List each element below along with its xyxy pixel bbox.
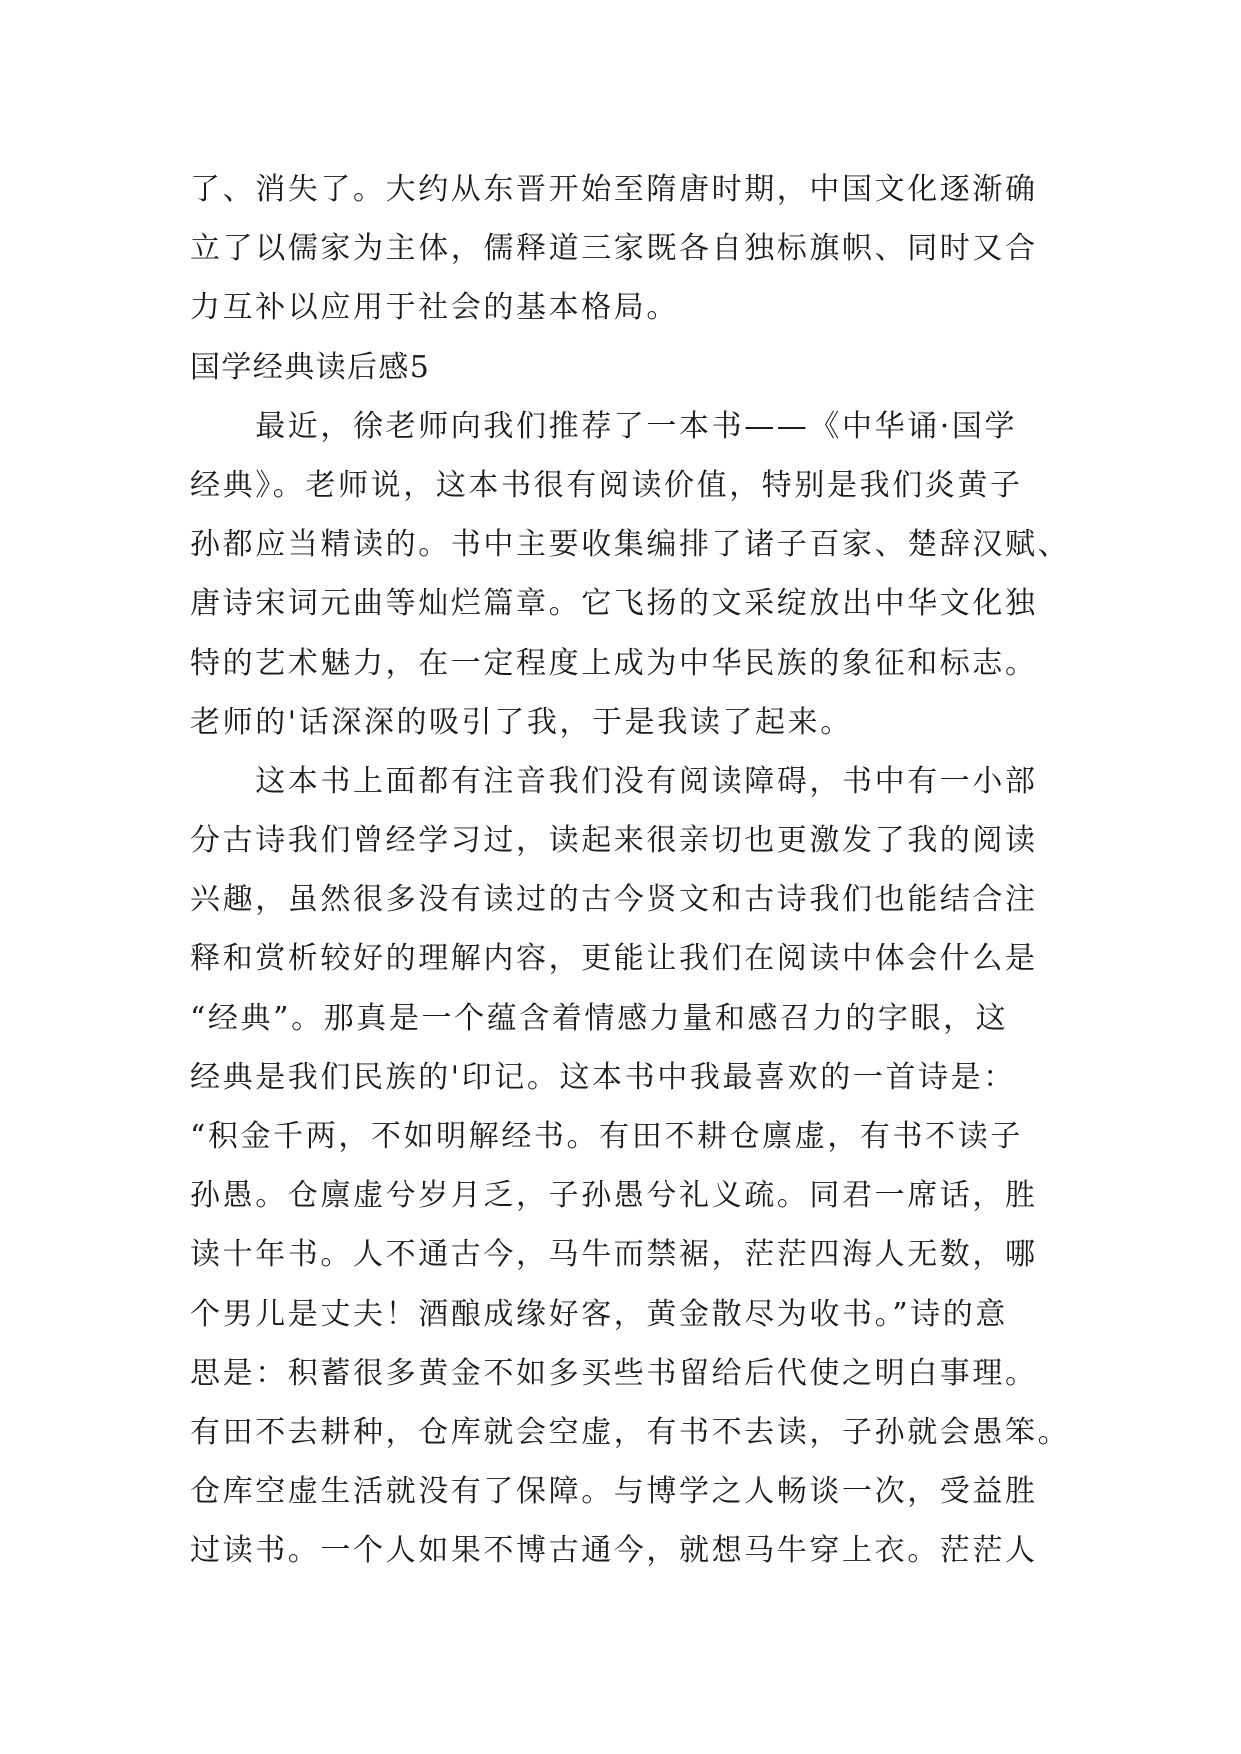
text-line: 立了以儒家为主体，儒释道三家既各自独标旗帜、同时又合 (190, 231, 1038, 267)
text-line: 分古诗我们曾经学习过，读起来很亲切也更激发了我的阅读 (190, 823, 1038, 859)
text-line: 特的艺术魅力，在一定程度上成为中华民族的象征和标志。 (190, 645, 1038, 681)
text-line: “经典”。那真是一个蕴含着情感力量和感召力的字眼，这 (190, 1000, 1009, 1036)
text-line: 孙愚。仓廪虚兮岁月乏，子孙愚兮礼义疏。同君一席话，胜 (190, 1178, 1038, 1214)
document-body (190, 160, 1070, 1581)
text-line: 了、消失了。大约从东晋开始至隋唐时期，中国文化逐渐确 (190, 172, 1038, 207)
text-line: 最近，徐老师向我们推荐了一本书——《中华诵·国学 (190, 408, 1018, 444)
text-line: 唐诗宋词元曲等灿烂篇章。它飞扬的文采绽放出中华文化独 (190, 586, 1038, 622)
text-line: 有田不去耕种，仓库就会空虚，有书不去读，子孙就会愚笨。 (190, 1414, 1071, 1450)
text-line: 力互补以应用于社会的基本格局。 (190, 290, 679, 326)
text-line: 个男儿是丈夫！酒酿成缘好客，黄金散尽为收书。”诗的意 (190, 1296, 1008, 1332)
text-line: 仓库空虚生活就没有了保障。与博学之人畅谈一次，受益胜 (190, 1474, 1038, 1510)
text-line: 思是：积蓄很多黄金不如多买些书留给后代使之明白事理。 (190, 1355, 1038, 1391)
text-line: 过读书。一个人如果不博古通今，就想马牛穿上衣。茫茫人 (190, 1533, 1038, 1569)
text-line: 孙都应当精读的。书中主要收集编排了诸子百家、楚辞汉赋、 (190, 527, 1071, 563)
text-line: 经典是我们民族的'印记。这本书中我最喜欢的一首诗是： (190, 1059, 1016, 1095)
text-line: 兴趣，虽然很多没有读过的古今贤文和古诗我们也能结合注 (190, 882, 1038, 918)
text-line: 这本书上面都有注音我们没有阅读障碍，书中有一小部 (190, 763, 1038, 799)
section-heading: 国学经典读后感5 (190, 349, 431, 385)
text-line: “积金千两，不如明解经书。有田不耕仓廪虚，有书不读子 (190, 1119, 1023, 1154)
text-line: 老师的'话深深的吸引了我，于是我读了起来。 (190, 704, 853, 740)
text-line: 经典》。老师说，这本书很有阅读价值，特别是我们炎黄子 (190, 467, 1023, 503)
text-line: 释和赏析较好的理解内容，更能让我们在阅读中体会什么是 (190, 941, 1038, 977)
text-line: 读十年书。人不通古今，马牛而禁裾，茫茫四海人无数，哪 (190, 1237, 1038, 1273)
